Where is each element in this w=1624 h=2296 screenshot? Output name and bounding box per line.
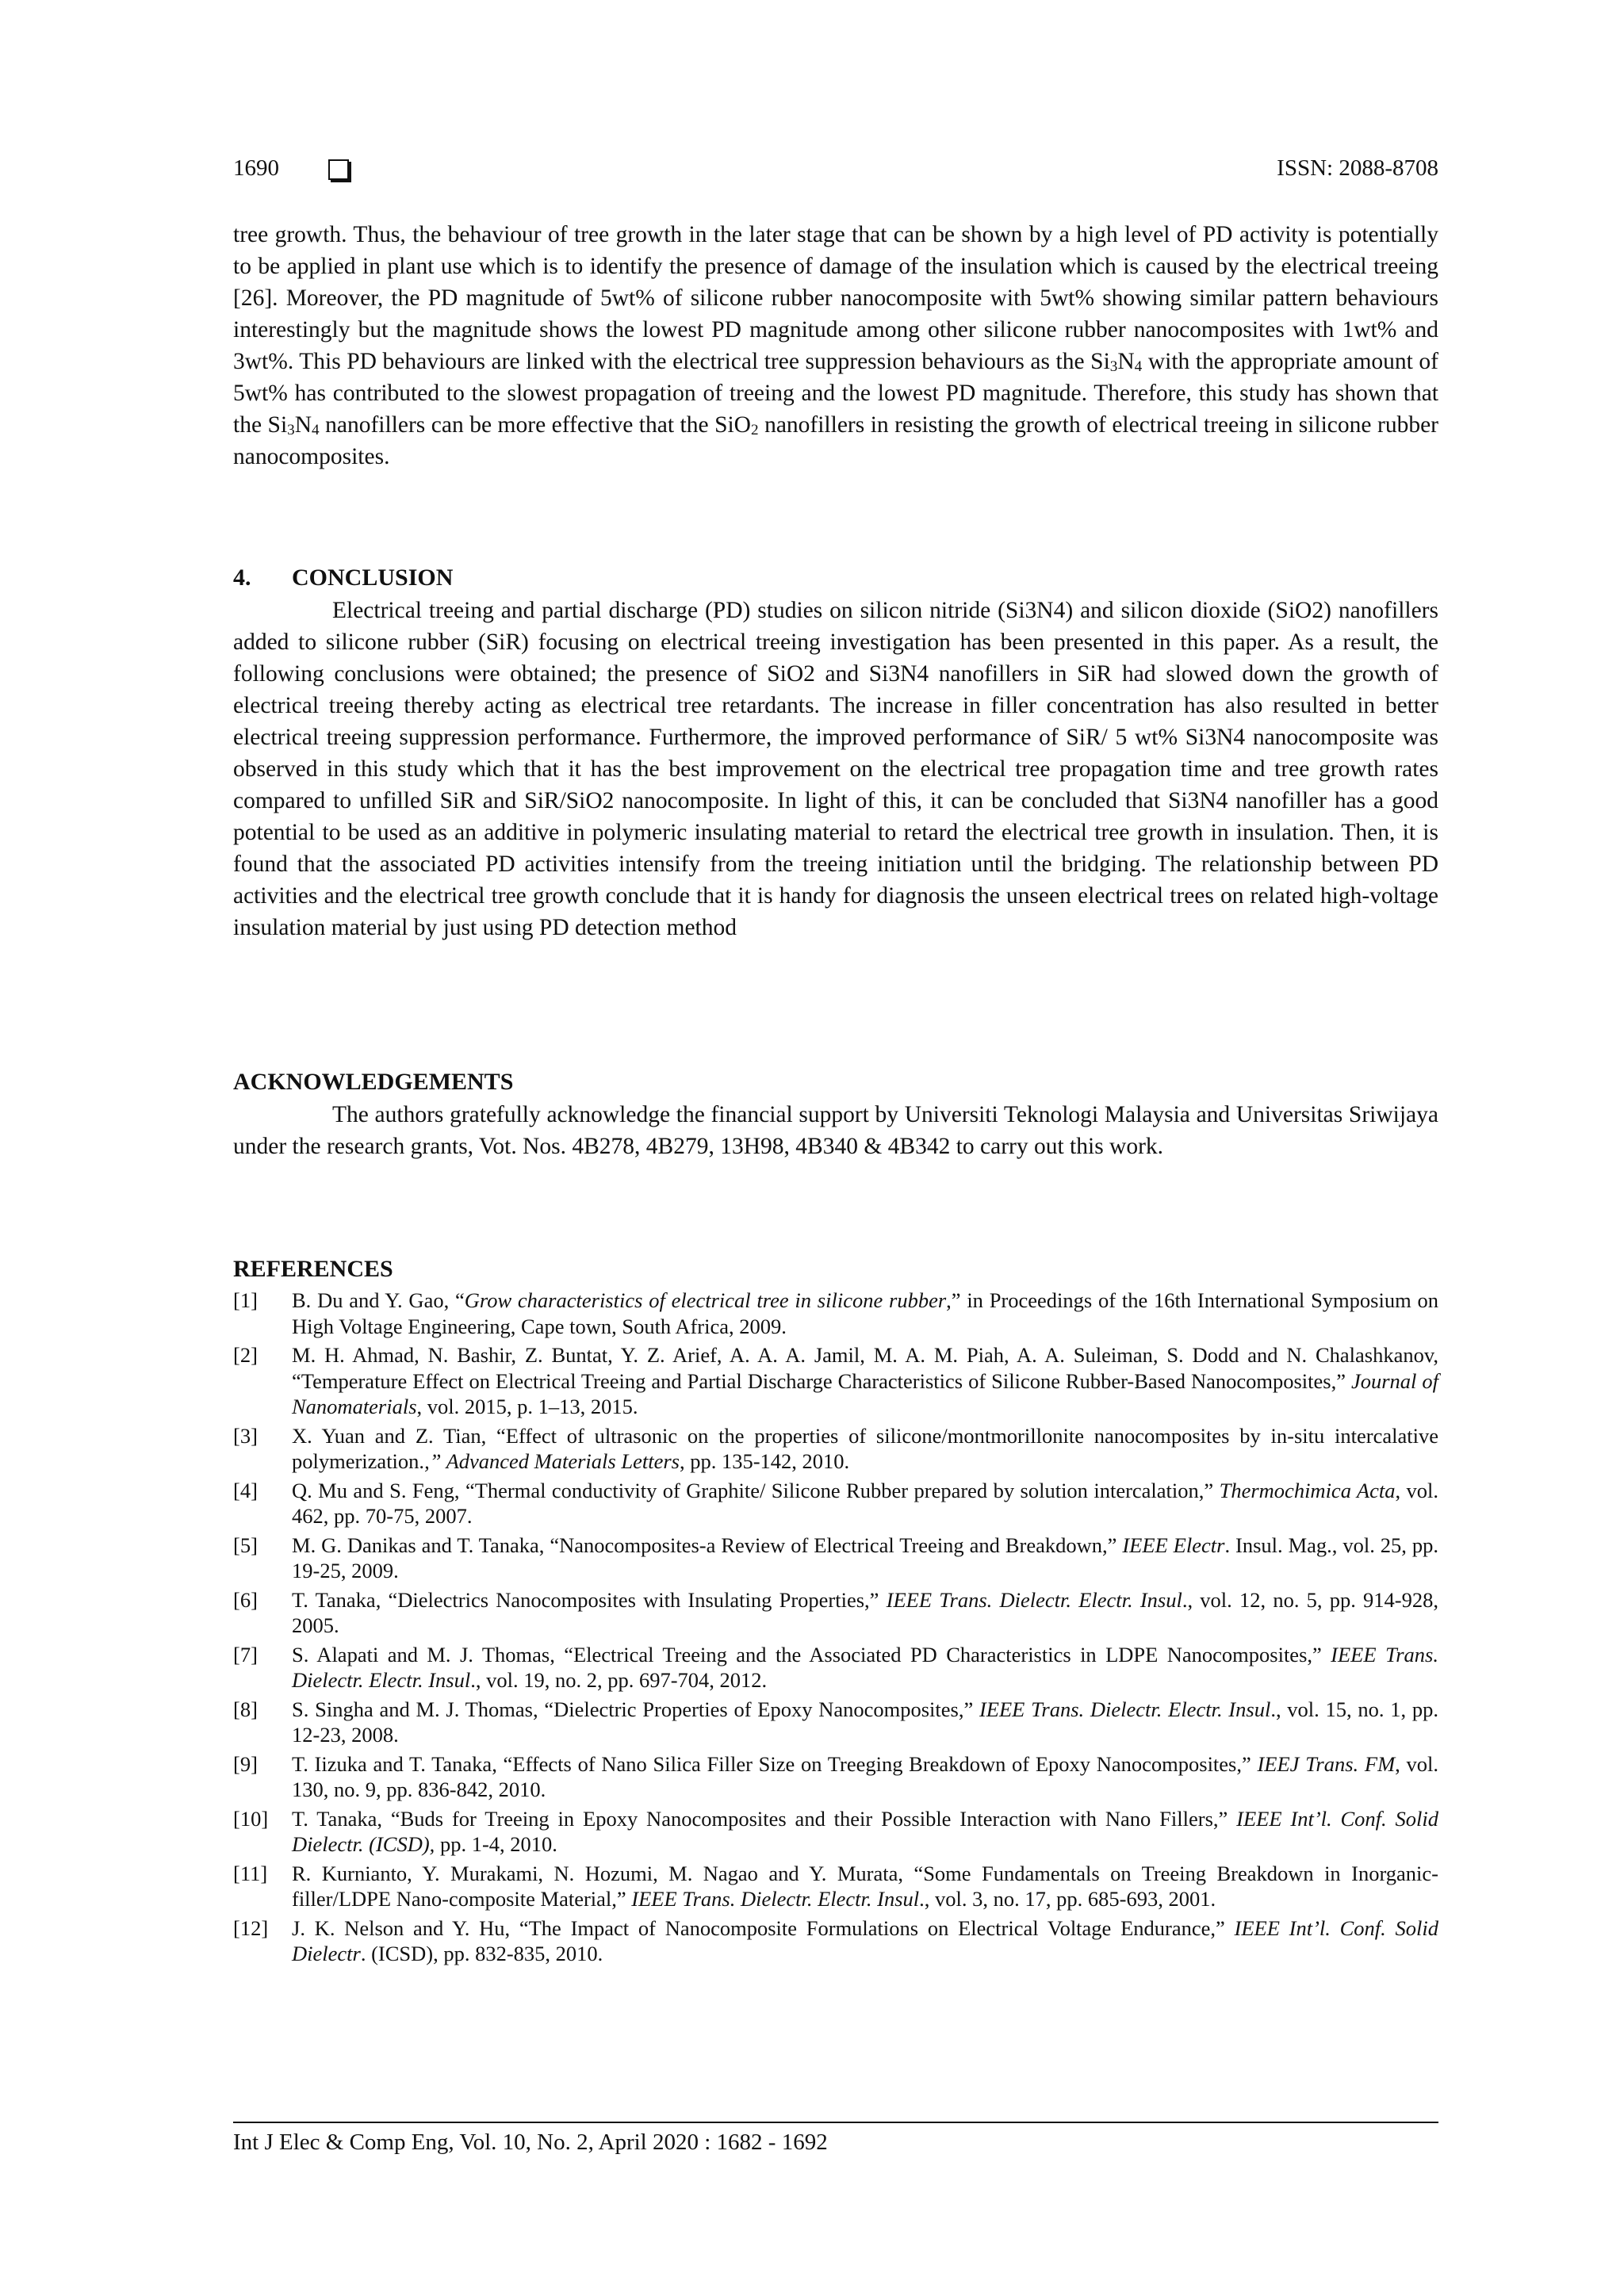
- reference-number: [11]: [233, 1861, 268, 1885]
- reference-number: [4]: [233, 1478, 258, 1502]
- reference-item: [233, 1915, 1438, 1967]
- reference-italic: Grow characteristics of electrical tree in silicone rubber: [464, 1288, 947, 1312]
- section-heading-references: REFERENCES: [233, 1256, 393, 1282]
- reference-text: T. Tanaka, “Buds for Treeing in Epoxy Nanocomposites and their Possible Interaction with Nano Fillers,”: [292, 1806, 1237, 1831]
- reference-italic: IEEE Int’l. Conf. Solid Dielectr: [292, 1915, 1438, 1965]
- reference-italic: IEEE Electr: [1122, 1533, 1225, 1557]
- reference-number: [1]: [233, 1288, 258, 1312]
- reference-number: [7]: [233, 1642, 258, 1667]
- page-footer: Int J Elec & Comp Eng, Vol. 10, No. 2, April 2020 : 1682 - 1692: [233, 2130, 828, 2155]
- square-bullet-icon: [328, 159, 349, 180]
- paragraph-text: tree growth. Thus, the behaviour of tree growth in the later stage that can be shown by a high level of PD activity is potentially to be applied in plant use which is to identify the presence of damage of the insulation which is caused by the electrical treeing [26]. Moreover, the PD magnitude of 5wt% of silicone rubber nanocomposite with 5wt% showing similar pattern behaviours interestingly but the magnitude shows the lowest PD magnitude among other silicone rubber nanocomposites with 1wt% and 3wt%. This PD behaviours are linked with the electrical tree suppression behaviours as the Si: [233, 222, 1438, 374]
- reference-item: [233, 1423, 1438, 1475]
- section-heading-conclusion: [233, 564, 453, 591]
- reference-italic: Thermochimica Acta: [1219, 1478, 1396, 1502]
- reference-italic: IEEJ Trans. FM: [1257, 1751, 1396, 1776]
- reference-text: pp. 1-4, 2010.: [435, 1832, 557, 1856]
- reference-italic: ,” Advanced Materials Letters: [424, 1449, 680, 1473]
- subscript: 4: [1134, 358, 1143, 375]
- reference-text: ., vol. 3, no. 17, pp. 685-693, 2001.: [919, 1887, 1216, 1911]
- reference-item: [233, 1533, 1438, 1584]
- page-header: [233, 155, 1438, 190]
- reference-text: ,” in Proceedings of the 16th International Symposium on High Voltage Engineering, Cape town, South Africa, 2009.: [292, 1288, 1438, 1338]
- reference-item: [233, 1288, 1438, 1339]
- acknowledgements-paragraph: [233, 1099, 1438, 1162]
- reference-text: ., vol. 19, no. 2, pp. 697-704, 2012.: [470, 1668, 768, 1692]
- reference-number: [12]: [233, 1915, 269, 1940]
- reference-item: [233, 1587, 1438, 1639]
- paragraph-text: nanofillers can be more effective that the SiO: [319, 412, 751, 438]
- reference-text: M. H. Ahmad, N. Bashir, Z. Buntat, Y. Z. Arief, A. A. A. Jamil, M. A. M. Piah, A. A. Suleiman, S. Dodd and N. Chalashkanov, “Temperature Effect on Electrical Treeing and Partial Discharge Characteristics of Silicone Rubber-Based Nanocomposites,”: [292, 1343, 1438, 1393]
- reference-item: [233, 1342, 1438, 1420]
- reference-item: [233, 1861, 1438, 1912]
- paragraph-text: nanofillers in resisting the growth of electrical treeing in silicone rubber nanocomposites.: [233, 412, 1438, 469]
- reference-item: [233, 1697, 1438, 1748]
- reference-italic: IEEE Trans. Dielectr. Electr. Insul: [886, 1587, 1182, 1612]
- reference-item: [233, 1642, 1438, 1693]
- section-heading-acknowledgements: ACKNOWLEDGEMENTS: [233, 1069, 514, 1095]
- footer-rule: [233, 2122, 1438, 2123]
- reference-list: [233, 1288, 1438, 1970]
- reference-text: , vol. 130, no. 9, pp. 836-842, 2010.: [292, 1751, 1438, 1801]
- reference-text: R. Kurnianto, Y. Murakami, N. Hozumi, M. Nagao and Y. Murata, “Some Fundamentals on Treeing Breakdown in Inorganic- filler/LDPE Nano-composite Material,”: [292, 1861, 1438, 1911]
- reference-text: , vol. 2015, p. 1–13, 2015.: [416, 1395, 638, 1418]
- reference-number: [9]: [233, 1751, 258, 1776]
- reference-text: ., vol. 15, no. 1, pp. 12-23, 2008.: [292, 1697, 1438, 1747]
- reference-text: , vol. 462, pp. 70-75, 2007.: [292, 1478, 1438, 1528]
- reference-italic: IEEE Trans. Dielectr. Electr. Insul: [292, 1642, 1438, 1692]
- reference-item: [233, 1478, 1438, 1529]
- reference-number: [3]: [233, 1423, 258, 1448]
- reference-item: [233, 1806, 1438, 1858]
- reference-text: . (ICSD), pp. 832-835, 2010.: [360, 1942, 603, 1965]
- page-number: 1690: [233, 155, 279, 181]
- paragraph-text: N: [294, 412, 312, 438]
- reference-number: [5]: [233, 1533, 258, 1557]
- subscript: 4: [312, 422, 320, 438]
- section-title: CONCLUSION: [292, 564, 454, 591]
- reference-number: [6]: [233, 1587, 258, 1612]
- reference-text: . Insul. Mag., vol. 25, pp. 19-25, 2009.: [292, 1533, 1438, 1582]
- subscript: 3: [1109, 358, 1118, 375]
- reference-text: , pp. 135-142, 2010.: [679, 1449, 850, 1473]
- reference-italic: IEEE Trans. Dielectr. Electr. Insul: [979, 1697, 1271, 1721]
- reference-text: J. K. Nelson and Y. Hu, “The Impact of Nanocomposite Formulations on Electrical Voltage Endurance,”: [292, 1915, 1235, 1940]
- issn: ISSN: 2088-8708: [1277, 155, 1438, 181]
- acknowledgements-text: The authors gratefully acknowledge the financial support by Universiti Teknologi Malaysia and Universitas Sriwijaya under the research grants, Vot. Nos. 4B278, 4B279, 13H98, 4B340 & 4B342 to carry out this work.: [233, 1102, 1438, 1159]
- conclusion-text: Electrical treeing and partial discharge (PD) studies on silicon nitride (Si3N4) and silicon dioxide (SiO2) nanofillers added to silicone rubber (SiR) focusing on electrical treeing investigation has been presented in this paper. As a result, the following conclusions were obtained; the presence of SiO2 and Si3N4 nanofillers in SiR had slowed down the growth of electrical treeing thereby acting as electrical tree retardants. The increase in filler concentration has also resulted in better electrical treeing suppression performance. Furthermore, the improved performance of SiR/ 5 wt% Si3N4 nanocomposite was observed in this study which that it has the best improvement on the electrical tree propagation time and tree growth rates compared to unfilled SiR and SiR/SiO2 nanocomposite. In light of this, it can be concluded that Si3N4 nanofiller has a good potential to be used as an additive in polymeric insulating material to retard the electrical tree growth in insulation. Then, it is found that the associated PD activities intensify from the treeing initiation until the bridging. The relationship between PD activities and the electrical tree growth conclude that it is handy for diagnosis the unseen electrical trees on related high-voltage insulation material by just using PD detection method: [233, 598, 1438, 940]
- reference-italic: IEEE Trans. Dielectr. Electr. Insul: [631, 1887, 920, 1911]
- reference-text: T. Iizuka and T. Tanaka, “Effects of Nano Silica Filler Size on Treeging Breakdown of Epoxy Nanocomposites,”: [292, 1751, 1258, 1776]
- reference-item: [233, 1751, 1438, 1803]
- subscript: 3: [287, 422, 295, 438]
- reference-italic: IEEE Int’l. Conf. Solid Dielectr. (ICSD),: [292, 1806, 1438, 1856]
- reference-text: T. Tanaka, “Dielectrics Nanocomposites with Insulating Properties,”: [292, 1587, 887, 1612]
- paragraph-text: N: [1117, 349, 1135, 374]
- reference-text: S. Alapati and M. J. Thomas, “Electrical Treeing and the Associated PD Characteristics in LDPE Nanocomposites,”: [292, 1642, 1331, 1667]
- section-number: 4.: [233, 564, 251, 591]
- reference-number: [8]: [233, 1697, 258, 1721]
- reference-text: X. Yuan and Z. Tian, “Effect of ultrasonic on the properties of silicone/montmorillonite nanocomposites by in-situ intercalative polymerization.: [292, 1423, 1438, 1473]
- reference-text: B. Du and Y. Gao, “: [292, 1288, 465, 1312]
- reference-text: M. G. Danikas and T. Tanaka, “Nanocomposites-a Review of Electrical Treeing and Breakdown,”: [292, 1533, 1123, 1557]
- reference-text: Q. Mu and S. Feng, “Thermal conductivity of Graphite/ Silicone Rubber prepared by solution intercalation,”: [292, 1478, 1220, 1502]
- reference-number: [10]: [233, 1806, 269, 1831]
- subscript: 2: [750, 422, 759, 438]
- reference-text: S. Singha and M. J. Thomas, “Dielectric Properties of Epoxy Nanocomposites,”: [292, 1697, 979, 1721]
- reference-number: [2]: [233, 1343, 258, 1367]
- conclusion-paragraph: [233, 595, 1438, 943]
- paragraph-text: with the appropriate amount of 5wt% has contributed to the slowest propagation of treeing and the lowest PD magnitude. Therefore, this study has shown that the Si: [233, 349, 1438, 438]
- reference-text: ., vol. 12, no. 5, pp. 914-928, 2005.: [292, 1587, 1438, 1637]
- body-paragraph: [233, 219, 1438, 473]
- reference-italic: Journal of Nanomaterials: [292, 1368, 1438, 1418]
